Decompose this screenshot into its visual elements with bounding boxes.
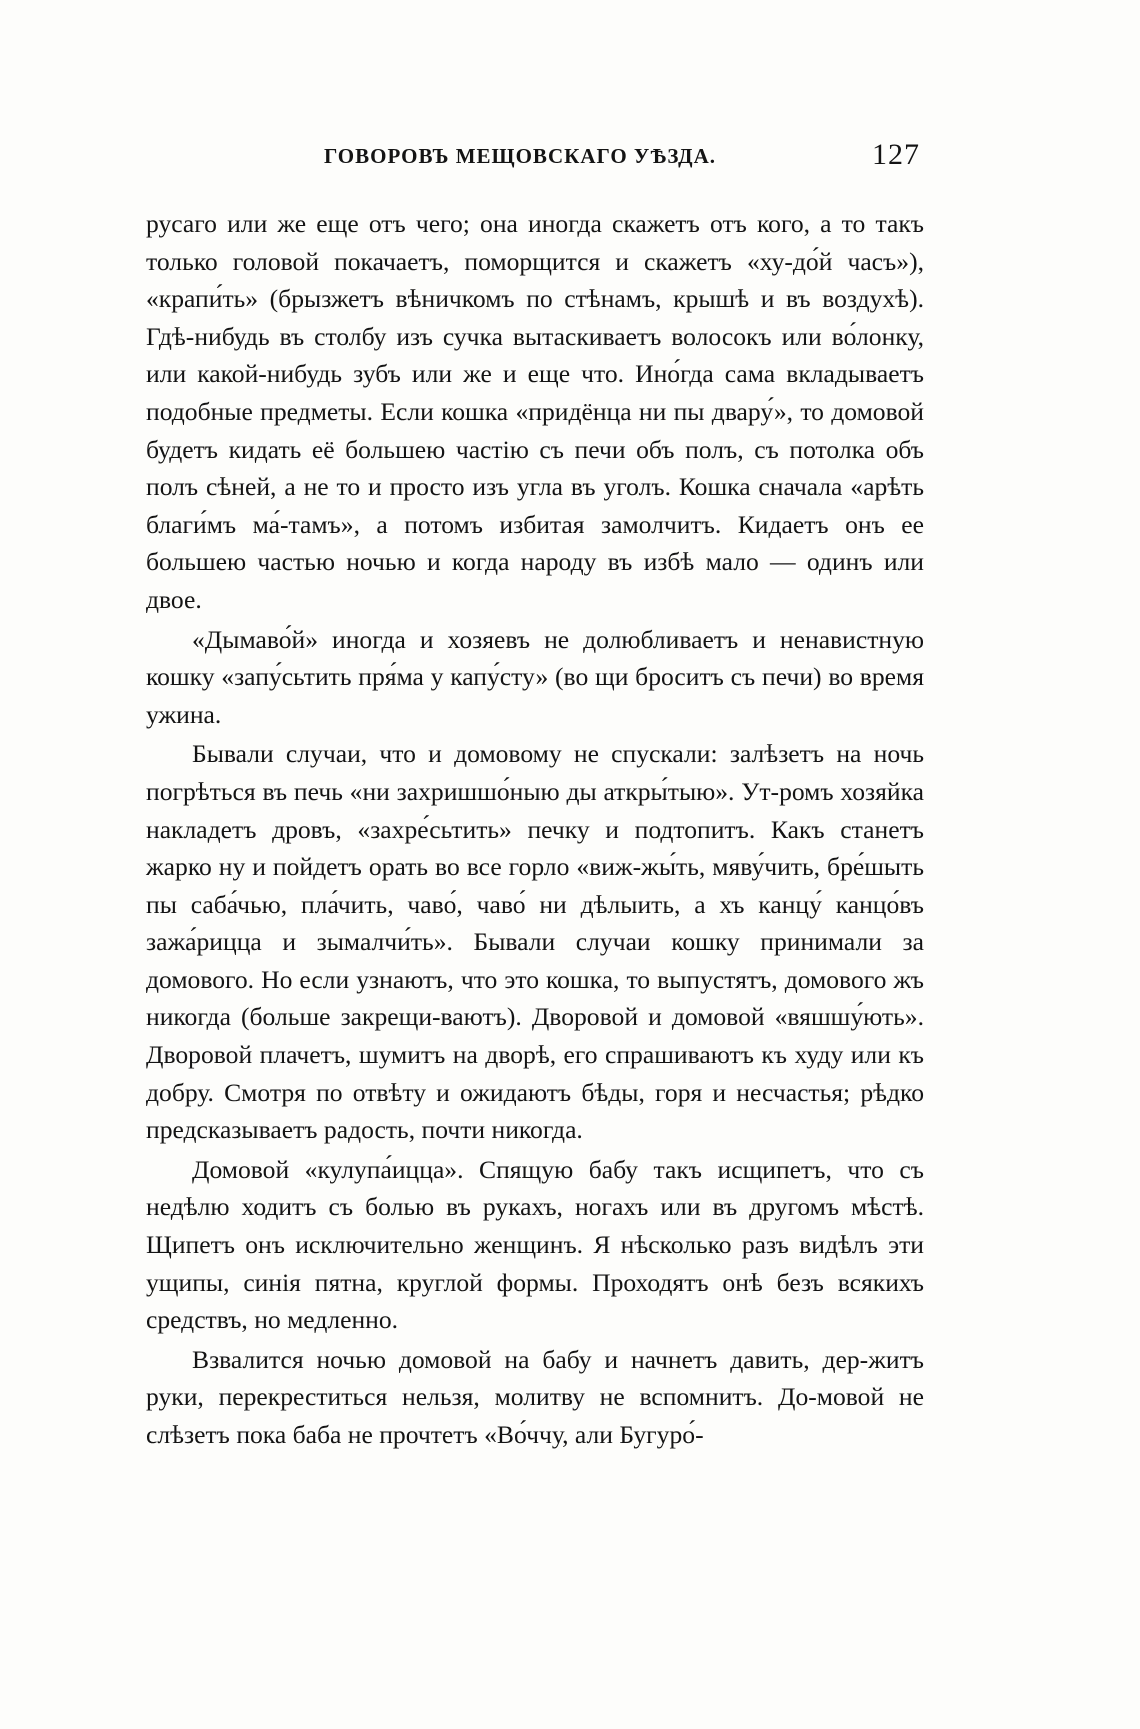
paragraph: Домовой «кулупа́ицца». Спящую бабу такъ исщипетъ, что съ недѣлю ходитъ съ болью въ рукахъ, ногахъ или въ другомъ мѣстѣ. Щипетъ онъ исключительно женщинъ. Я нѣсколько разъ видѣлъ эти ущипы, синія пятна, круглой формы. Проходятъ онѣ безъ всякихъ средствъ, но медленно. [146, 1154, 924, 1335]
running-head [140, 138, 920, 178]
paragraph: Взвалится ночью домовой на бабу и начнетъ давить, дер-житъ руки, перекреститься нельзя, молитву не вспомнитъ. До-мовой не слѣзетъ пока баба не прочтетъ «Во́ччу, али Бугуро́- [146, 1344, 924, 1449]
body-text [146, 205, 924, 1456]
page-number: 127 [872, 138, 920, 171]
running-title: ГОВОРОВЪ МЕЩОВСКАГО УѢЗДА. [323, 144, 717, 168]
paragraph: Бывали случаи, что и домовому не спускали: залѣзетъ на ночь погрѣться въ печь «ни захришшо́ныю ды аткры́тыю». Ут-ромъ хозяйка накладетъ дровъ, «захре́сьтить» печку и подтопитъ. Какъ станетъ жарко ну и пойдетъ орать во все горло «виж-жы́ть, мяву́чить, бре́шыть пы саба́чью, пла́чить, чаво́, чаво́ ни дѣлыить, а хъ канцу́ канцо́въ зажа́рицца и зымалчи́ть». Бывали случаи кошку принимали за домового. Но если узнаютъ, что это кошка, то выпустятъ, домового жъ никогда (больше закрещи-ваютъ). Дворовой и домовой «вяшшу́ють». Дворовой плачетъ, шумитъ на дворѣ, его спрашиваютъ къ худу или къ добру. Смотря по отвѣту и ожидаютъ бѣды, горя и несчастья; рѣдко предсказываетъ радость, почти никогда. [146, 739, 924, 1145]
paragraph-continuation: русаго или же еще отъ чего; она иногда скажетъ отъ кого, а то такъ только головой покачаетъ, поморщится и скажетъ «ху-до́й часъ»), «крапи́ть» (брызжетъ вѣничкомъ по стѣнамъ, крышѣ и въ воздухѣ). Гдѣ-нибудь въ столбу изъ сучка вытаскиваетъ волосокъ или во́лонку, или какой-нибудь зубъ или же и еще что. Ино́гда сама вкладываетъ подобные предметы. Если кошка «придёнца ни пы двару́», то домовой будетъ кидать её большею частію съ печи объ полъ, съ потолка объ полъ сѣней, а не то и просто изъ угла въ уголъ. Кошка сначала «арѣть благи́мъ ма́-тамъ», а потомъ избитая замолчитъ. Кидаетъ онъ ее большею частью ночью и когда народу въ избѣ мало — одинъ или двое. [146, 209, 924, 614]
paragraph: «Дымаво́й» иногда и хозяевъ не долюбливаетъ и ненавистную кошку «запу́сьтить пря́ма у капу́сту» (во щи броситъ съ печи) во время ужина. [146, 624, 924, 729]
